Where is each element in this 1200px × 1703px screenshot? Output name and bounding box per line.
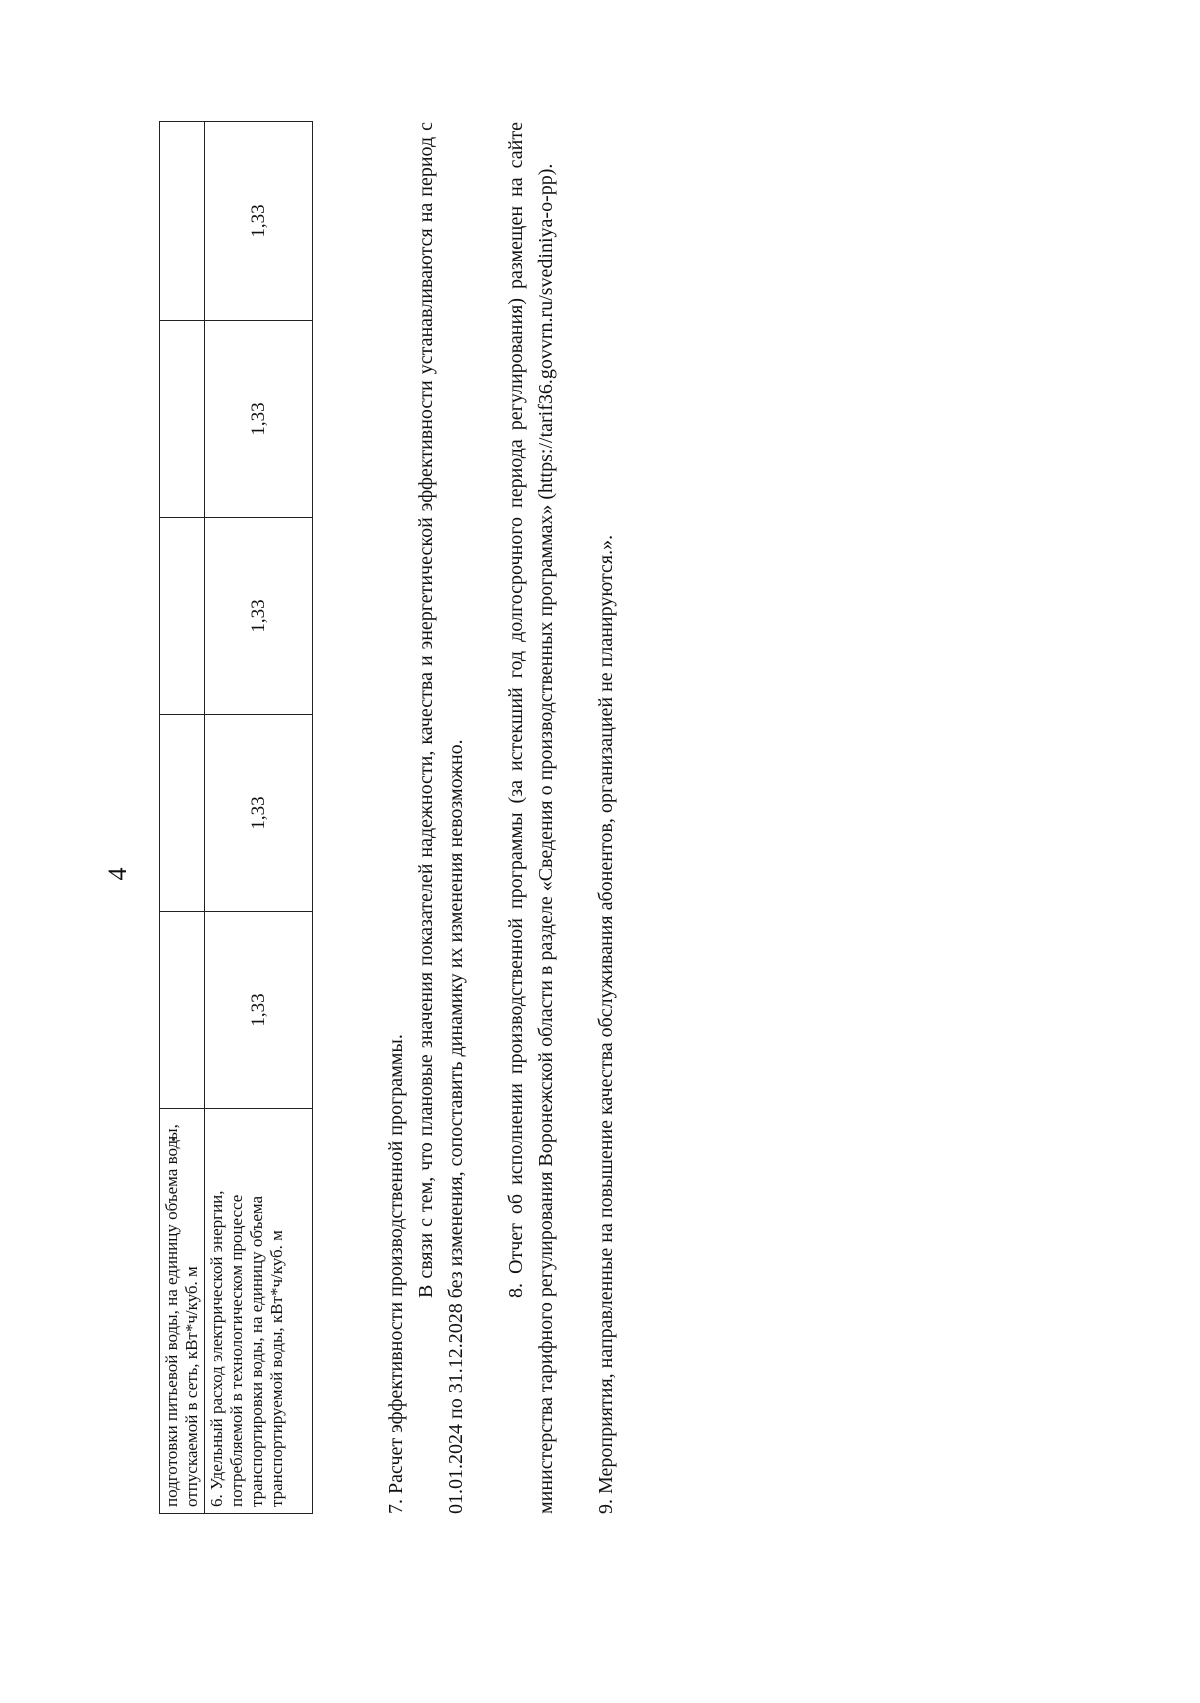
table-cell-value xyxy=(160,122,205,321)
table-row xyxy=(205,122,313,1514)
table-row xyxy=(160,122,205,1514)
table-cell-value xyxy=(160,715,205,912)
document-body xyxy=(381,122,621,1514)
table-cell-value: 1,33 xyxy=(205,715,313,912)
indicator-table xyxy=(159,121,313,1514)
paragraph: В связи с тем, что плановые значения показателей надежности, качества и энергетической эффективности устанавливаются на период с 01.01.2024 по 31.12.2028 без изменения, сопоставить динамику их изменения невозможно. xyxy=(415,122,467,1514)
paragraph: 8. Отчет об исполнении производственной программы (за истекший год долгосрочного периода регулирования) размещен на сайте министерства тарифного регулирования Воронежской области в разделе «Сведения о производственных программах» (https://tarif36.govvrn.ru/svediniya-o-pp). xyxy=(505,122,557,1514)
section-heading: 7. Расчет эффективности производственной программы. xyxy=(385,1034,407,1514)
table-cell-value xyxy=(160,912,205,1109)
rotated-content xyxy=(159,114,679,1514)
table-cell-value: 1,33 xyxy=(205,912,313,1109)
paragraph: 9. Мероприятия, направленные на повышение качества обслуживания абонентов, организацией не планируются.». xyxy=(595,534,617,1514)
table-cell-value xyxy=(160,321,205,518)
table-cell-value: 1,33 xyxy=(205,321,313,518)
table-cell-label: подготовки питьевой воды, на единицу объема воды, отпускаемой в сеть, кВт*ч/куб. м xyxy=(160,1109,205,1514)
page-number: 4 xyxy=(103,867,132,881)
table-cell-value: 1,33 xyxy=(205,518,313,715)
table-cell-value: 1,33 xyxy=(205,122,313,321)
table-cell-value xyxy=(160,518,205,715)
table-cell-label: 6. Удельный расход электрической энергии, потребляемой в технологическом процессе транспортировки воды, на единицу объема транспортируемой воды, кВт*ч/куб. м xyxy=(205,1109,313,1514)
